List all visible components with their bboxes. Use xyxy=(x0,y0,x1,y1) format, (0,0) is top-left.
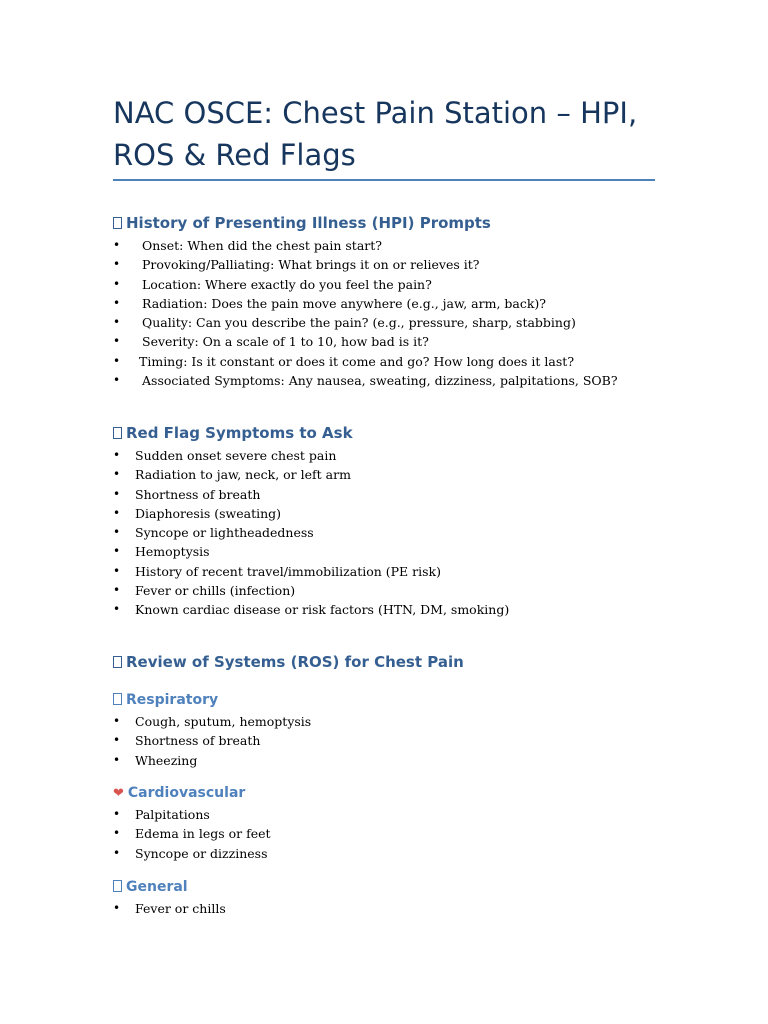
title-underline xyxy=(113,179,655,181)
page-title: NAC OSCE: Chest Pain Station – HPI, ROS & Red Flags xyxy=(113,96,638,172)
list-item: • Cough, sputum, hemoptysis xyxy=(113,714,312,729)
cardiovascular-heading-text: Cardiovascular xyxy=(127,785,246,801)
list-item: • Palpitations xyxy=(113,807,210,822)
red-flags-heading xyxy=(113,422,353,444)
red-flags-list xyxy=(113,446,673,620)
missing-glyph-icon xyxy=(113,427,122,439)
general-heading-text: General xyxy=(126,879,188,895)
list-item: • Radiation to jaw, neck, or left arm xyxy=(113,467,351,483)
list-item: • Fever or chills (infection) xyxy=(113,583,296,599)
missing-glyph-icon xyxy=(113,880,122,892)
respiratory-list xyxy=(113,712,673,770)
list-item: • Radiation: Does the pain move anywhere (e.g., jaw, arm, back)? xyxy=(113,295,547,311)
ros-heading xyxy=(113,651,464,673)
heart-icon: ❤ xyxy=(113,786,124,801)
list-item: • Diaphoresis (sweating) xyxy=(113,505,282,521)
list-item: • Quality: Can you describe the pain? (e.g., pressure, sharp, stabbing) xyxy=(113,315,576,331)
list-item: • Provoking/Palliating: What brings it on or relieves it? xyxy=(113,257,480,273)
hpi-heading-text: History of Presenting Illness (HPI) Prompts xyxy=(126,214,491,232)
ros-heading-text: Review of Systems (ROS) for Chest Pain xyxy=(126,653,464,671)
hpi-heading xyxy=(113,212,491,234)
list-item: • Location: Where exactly do you feel the pain? xyxy=(113,276,432,292)
respiratory-heading xyxy=(113,690,218,710)
list-item: • History of recent travel/immobilization (PE risk) xyxy=(113,563,441,579)
hpi-list xyxy=(113,236,673,390)
list-item: • Known cardiac disease or risk factors (HTN, DM, smoking) xyxy=(113,602,510,618)
list-item: • Shortness of breath xyxy=(113,733,261,749)
general-list xyxy=(113,899,673,918)
missing-glyph-icon xyxy=(113,217,122,229)
missing-glyph-icon xyxy=(113,693,122,705)
list-item: • Hemoptysis xyxy=(113,544,210,560)
list-item: • Associated Symptoms: Any nausea, sweating, dizziness, palpitations, SOB? xyxy=(113,373,618,389)
respiratory-heading-text: Respiratory xyxy=(126,692,219,708)
list-item: • Syncope or lightheadedness xyxy=(113,525,314,541)
cardiovascular-list xyxy=(113,805,673,863)
list-item: • Fever or chills xyxy=(113,901,226,916)
list-item: • Edema in legs or feet xyxy=(113,826,271,842)
list-item: • Severity: On a scale of 1 to 10, how bad is it? xyxy=(113,334,429,350)
missing-glyph-icon xyxy=(113,656,122,668)
list-item: • Shortness of breath xyxy=(113,486,261,502)
list-item: • Onset: When did the chest pain start? xyxy=(113,238,382,253)
list-item: • Syncope or dizziness xyxy=(113,845,268,861)
general-heading xyxy=(113,877,188,897)
red-flags-heading-text: Red Flag Symptoms to Ask xyxy=(126,424,353,442)
list-item: • Wheezing xyxy=(113,752,198,768)
list-item: • Timing: Is it constant or does it come and go? How long does it last? xyxy=(113,353,575,369)
cardiovascular-heading xyxy=(113,783,245,803)
list-item: • Sudden onset severe chest pain xyxy=(113,448,337,463)
